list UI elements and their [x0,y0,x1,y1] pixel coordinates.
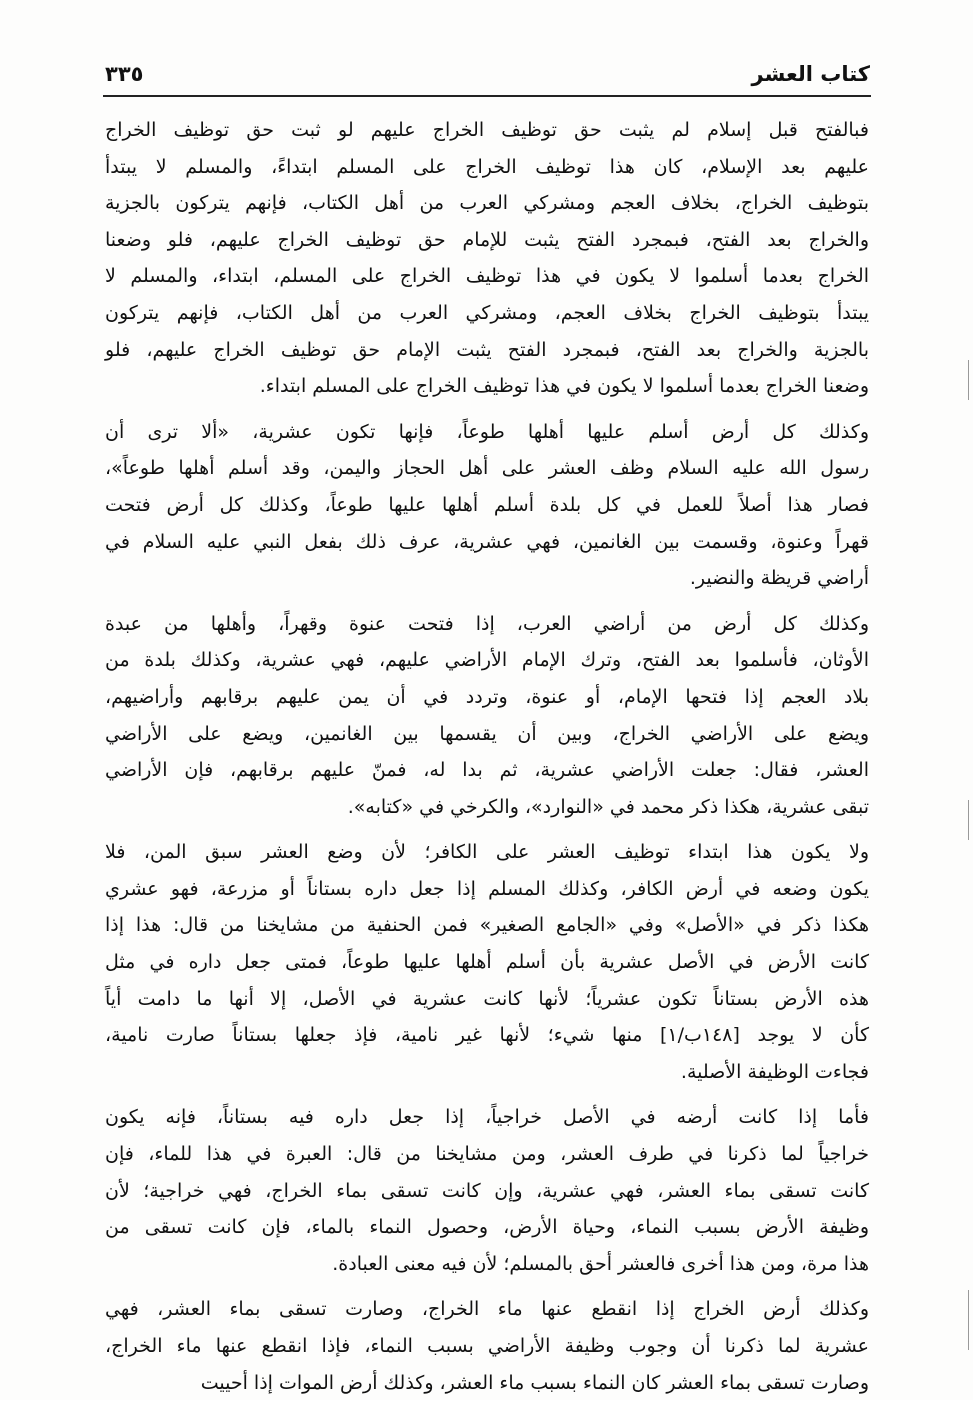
text-line: ويضع على الأراضي الخراج، وبين أن يقسمها بين الغانمين، ويضع على الأراضي [105,722,869,745]
scan-artifact [968,800,969,840]
text-line: هكذا ذكر في «الأصل» وفي «الجامع الصغير» فمن الحنفية من مشايخنا من قال: هذا إذا [105,914,869,937]
text-line: وكذلك كل أرض من أراضي العرب، إذا فتحت عنوة وقهراً، وأهلها من عبدة [105,612,869,635]
page-body [105,112,869,1410]
paragraph [105,606,869,826]
text-line: يبتدأ بتوظيف الخراج بخلاف العجم، ومشركي العرب من أهل الكتاب، فإنهم يتركون [105,301,869,324]
text-line: فأما إذا كانت أرضه في الأصل خراجياً، إذا جعل داره فيه بستاناً، فإنه يكون [105,1106,869,1129]
text-line: كانت الأرض في الأصل عشرية بأن أسلم أهلها عليها طوعاً، فمتى جعل داره في مثل [105,951,869,974]
text-line: تبقى عشرية، هكذا ذكر محمد في «النوارد»، والكرخي في «كتابه». [347,795,869,818]
text-line: بالجزية والخراج بعد الفتح، فبمجرد الفتح يثبت الإمام حق توظيف الخراج عليهم، فلو [105,338,869,361]
page-number: ٣٣٥ [105,62,144,86]
text-line: بتوظيف الخراج، بخلاف العجم ومشركي العرب من أهل الكتاب، فإنهم يتركون بالجزية [105,192,869,215]
text-line: هذه الأرض بستاناً تكون عشرياً؛ لأنها كانت عشرية في الأصل، إلا أنها ما دامت أياً [105,987,869,1010]
text-line: العشر، فقال: جعلت الأراضي عشرية، ثم بدا له، فمنّ عليهم برقابهم، فإن الأراضي [105,759,869,782]
text-line: كانت تسقى بماء العشر، فهي عشرية، وإن كانت تسقى بماء الخراج، فهي خراجية؛ لأن [105,1179,869,1202]
paragraph [105,414,869,597]
text-line: الأوثان، فأسلموا بعد الفتح، وترك الإمام الأراضي عليهم، فهي عشرية، وكذلك بلدة من [105,649,869,672]
text-line: والخراج بعد الفتح، فبمجرد الفتح يثبت للإمام حق توظيف الخراج عليهم، فلو وضعنا [105,228,869,251]
text-line: فبالفتح قبل إسلام لم يثبت حق توظيف الخراج عليهم لو ثبت حق توظيف الخراج [105,119,869,141]
chapter-title: كتاب العشر [751,62,870,86]
paragraph [105,1291,869,1401]
text-line: وصارت تسقى بماء العشر كان النماء بسبب ماء العشر، وكذلك أرض الموات إذا أحييت [200,1371,869,1394]
text-line: وضعنا الخراج بعدما أسلموا لا يكون في هذا توظيف الخراج على المسلم ابتداء. [259,375,869,398]
text-line: قهراً وعنوة، وقسمت بين الغانمين، فهي عشرية، عرف ذلك بفعل النبي عليه السلام في [105,530,869,553]
text-line: أراضي قريظة والنضير. [689,567,869,590]
text-line: وكذلك كل أرض أسلم عليها أهلها طوعاً، فإنها تكون عشرية، «ألا ترى أن [105,420,869,443]
text-line: فجاءت الوظيفة الأصلية. [680,1060,869,1083]
text-line: وظيفة الأرض بسبب النماء، وحياة الأرض، وحصول النماء بالماء، فإن كانت تسقى من [105,1216,869,1239]
text-line: هذا مرة، ومن هذا أخرى فالعشر أحق بالمسلم؛ لأن فيه معنى العبادة. [332,1252,869,1275]
text-line: خراجياً لما ذكرنا في طرف العشر، ومن مشايخنا من قال: العبرة في هذا للماء، فإن [105,1143,869,1166]
text-line: يكون وضعه في أرض الكافر، وكذلك المسلم إذا جعل داره بستاناً أو مزرعة، فهو عشري [105,877,869,900]
text-line: رسول الله عليه السلام وظف العشر على أهل الحجاز واليمن، وقد أسلم أهلها طوعاً»، [105,457,869,480]
text-line: بلاد العجم إذا فتحها الإمام، أو عنوة، وتردد في أن يمن عليهم برقابهم وأراضيهم، [105,685,869,708]
text-line: الخراج بعدما أسلموا لا يكون في هذا توظيف الخراج على المسلم، ابتداء، والمسلم لا [105,265,869,288]
paragraph [105,112,869,405]
paragraph [105,834,869,1090]
text-line: ولا يكون هذا ابتداء توظيف العشر على الكافر؛ لأن وضع العشر سبق المن، فلا [105,841,869,864]
text-line: فصار هذا أصلاً للعمل في كل بلدة أسلم أهلها عليها طوعاً، وكذلك كل أرض فتحت [105,493,869,516]
paragraph [105,1099,869,1282]
running-header [105,60,870,94]
header-rule [103,95,871,97]
scan-artifact [968,360,969,400]
text-line: وكذلك أرض الخراج إذا انقطع عنها ماء الخراج، وصارت تسقى بماء العشر، فهي [105,1298,869,1321]
text-line: عليهم بعد الإسلام، كان هذا توظيف الخراج على المسلم ابتداءً، والمسلم لا يبتدأ [105,155,869,178]
text-line: كأن لا يوجد [١٤٨ب/١] منها شيء؛ لأنها غير نامية، فإذ جعلها بستاناً صارت نامية، [105,1024,869,1047]
scan-artifact [968,1290,969,1350]
text-line: عشرية لما ذكرنا أن وجوب وظيفة الأراضي بسبب النماء، فإذا انقطع عنها ماء الخراج، [105,1335,869,1357]
